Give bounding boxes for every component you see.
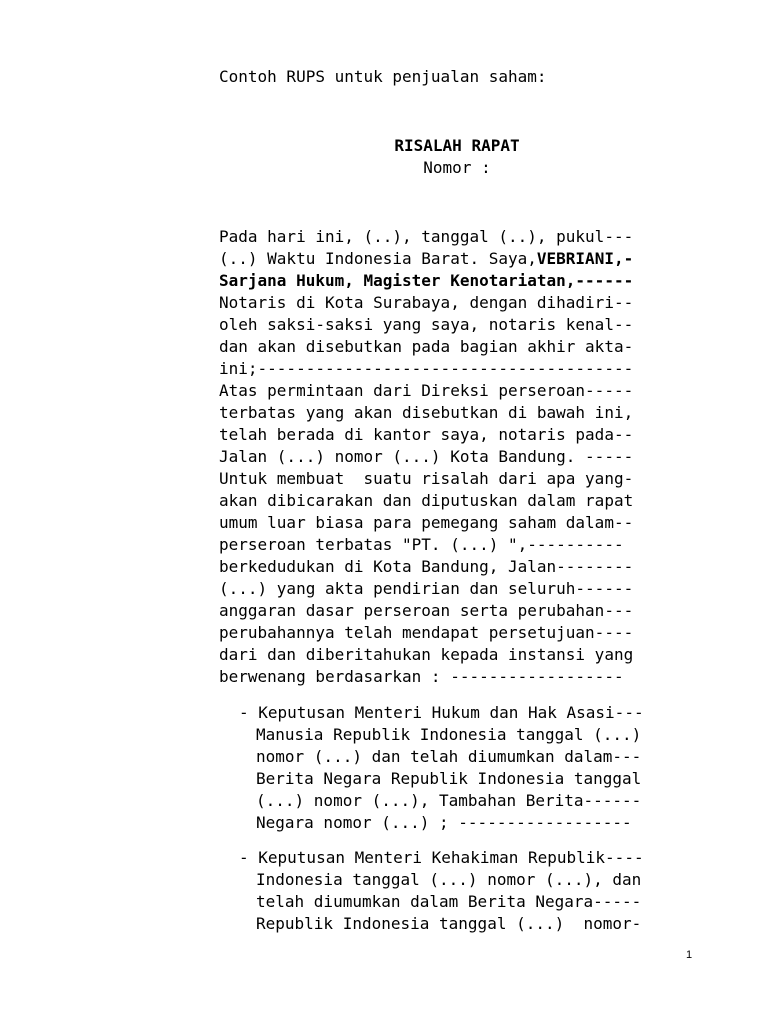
bullet-line: Berita Negara Republik Indonesia tanggal [256, 769, 642, 788]
body-line [219, 248, 633, 270]
bullet-line: telah diumumkan dalam Berita Negara----- [256, 892, 642, 911]
body-line: dan akan disebutkan pada bagian akhir akta- [219, 337, 634, 356]
bullet-line: Republik Indonesia tanggal (...) nomor- [256, 914, 642, 933]
body-line: Jalan (...) nomor (...) Kota Bandung. ----- [219, 447, 634, 466]
bullet-item: - Keputusan Menteri Hukum dan Hak Asasi--- [239, 703, 644, 722]
body-line: oleh saksi-saksi yang saya, notaris kenal-- [219, 315, 634, 334]
page-number: 1 [686, 949, 693, 961]
bullet-line: Indonesia tanggal (...) nomor (...), dan [256, 870, 642, 889]
document-title: RISALAH RAPAT [394, 136, 520, 155]
body-line: ini;--------------------------------------- [219, 359, 634, 378]
document-number-label: Nomor : [423, 158, 491, 177]
body-line: Notaris di Kota Surabaya, dengan dihadiri-- [219, 293, 634, 312]
body-line: (...) yang akta pendirian dan seluruh------ [219, 579, 634, 598]
body-line: perubahannya telah mendapat persetujuan---- [219, 623, 634, 642]
bullet-line: nomor (...) dan telah diumumkan dalam--- [256, 747, 642, 766]
body-line: Pada hari ini, (..), tanggal (..), pukul--- [219, 227, 634, 246]
bullet-line: Manusia Republik Indonesia tanggal (...) [256, 725, 642, 744]
body-line: dari dan diberitahukan kepada instansi yang [219, 645, 634, 664]
bullet-line: (...) nomor (...), Tambahan Berita------ [256, 791, 642, 810]
body-line: berkedudukan di Kota Bandung, Jalan-------- [219, 557, 634, 576]
bullet-line: Negara nomor (...) ; ------------------ [256, 813, 632, 832]
body-line: terbatas yang akan disebutkan di bawah ini, [219, 403, 634, 422]
body-line: anggaran dasar perseroan serta perubahan--- [219, 601, 634, 620]
body-line: umum luar biasa para pemegang saham dalam-- [219, 513, 634, 532]
body-line: Atas permintaan dari Direksi perseroan----- [219, 381, 634, 400]
body-line: perseroan terbatas "PT. (...) ",---------- [219, 535, 624, 554]
body-line: telah berada di kantor saya, notaris pada-- [219, 425, 634, 444]
body-line: berwenang berdasarkan : ------------------ [219, 667, 624, 686]
notary-name: VEBRIANI,- [536, 249, 634, 268]
body-line: Untuk membuat suatu risalah dari apa yang- [219, 469, 634, 488]
body-line: akan dibicarakan dan diputuskan dalam rapat [219, 491, 634, 510]
bullet-item: - Keputusan Menteri Kehakiman Republik---- [239, 848, 644, 867]
document-intro: Contoh RUPS untuk penjualan saham: [219, 67, 547, 86]
body-text: (..) Waktu Indonesia Barat. Saya, [219, 249, 537, 268]
notary-title: Sarjana Hukum, Magister Kenotariatan,------ [219, 271, 634, 290]
